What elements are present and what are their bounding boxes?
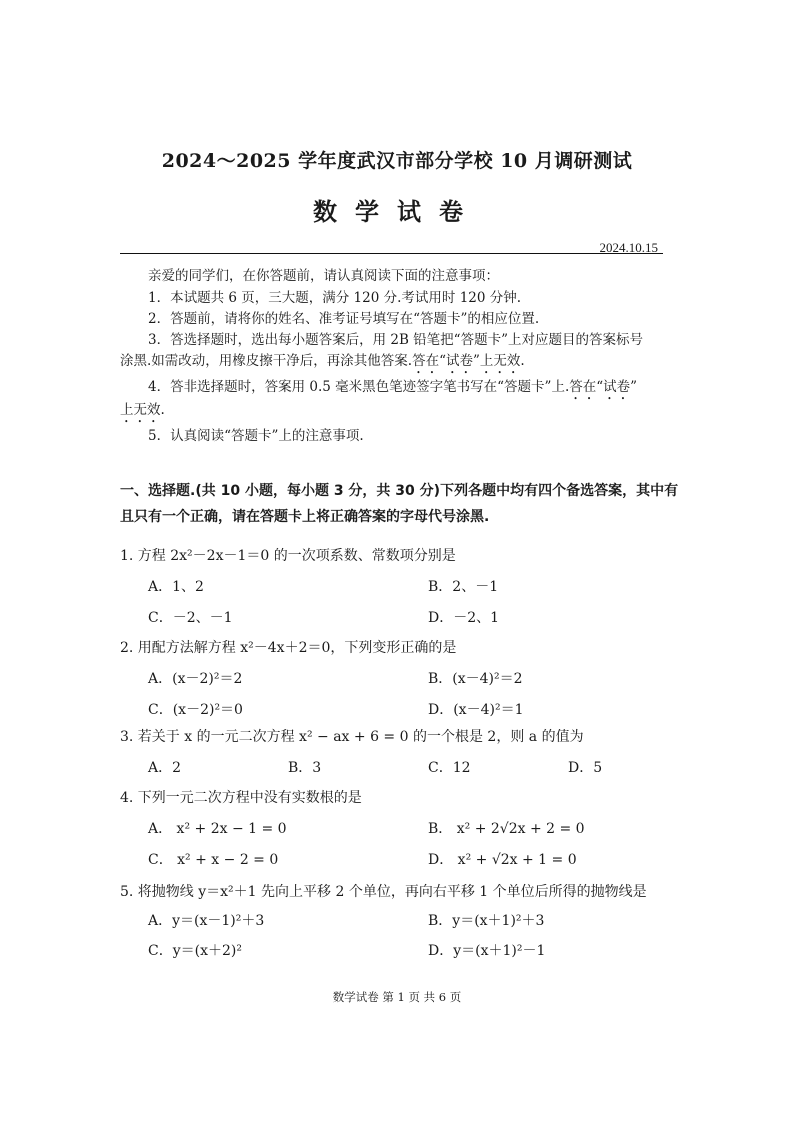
notice-item-4-text: 4．答非选择题时，答案用 0.5 毫米黑色笔迹签字笔书写在“答题卡”上. xyxy=(148,379,570,395)
notice-intro: 亲爱的同学们，在你答题前，请认真阅读下面的注意事项： xyxy=(148,268,499,284)
question-2-option-b: B．(x－4)²＝2 xyxy=(428,671,523,687)
notice-item-3-line1: 3．答选择题时，选出每小题答案后，用 2B 铅笔把“答题卡”上对应题目的答案标号 xyxy=(148,332,643,348)
notice-item-3-text: 涂黑.如需改动，用橡皮擦干净后，再涂其他答案. xyxy=(120,353,413,369)
notice-item-4-line1 xyxy=(148,377,637,403)
question-1-option-c: C．－2、－1 xyxy=(148,610,233,626)
question-5-option-b: B．y＝(x＋1)²＋3 xyxy=(428,913,545,929)
question-4-stem: 4. 下列一元二次方程中没有实数根的是 xyxy=(120,790,362,806)
question-1-option-b: B．2、－1 xyxy=(428,579,499,595)
question-1-stem: 1. 方程 2x²－2x－1＝0 的一次项系数、常数项分别是 xyxy=(120,548,456,564)
question-4-option-a: A． x² + 2x − 1 = 0 xyxy=(148,821,287,837)
question-1-option-a: A．1、2 xyxy=(148,579,204,595)
section-1-heading-line1: 一、选择题.(共 10 小题，每小题 3 分，共 30 分)下列各题中均有四个备选答案，其中有 xyxy=(120,483,679,499)
question-4-option-c: C． x² + x − 2 = 0 xyxy=(148,852,279,868)
question-1-option-d: D．－2、1 xyxy=(428,610,500,626)
question-2-option-d: D．(x－4)²＝1 xyxy=(428,702,524,718)
exam-subtitle: 数学试卷 xyxy=(313,197,481,226)
notice-item-5: 5．认真阅读“答题卡”上的注意事项. xyxy=(148,428,364,444)
question-3-stem: 3. 若关于 x 的一元二次方程 x² − ax + 6 = 0 的一个根是 2，则 a 的值为 xyxy=(120,729,584,745)
question-3-option-d: D．5 xyxy=(568,760,603,776)
notice-item-3-line2 xyxy=(120,351,525,377)
notice-item-2: 2．答题前，请将你的姓名、准考证号填写在“答题卡”的相应位置. xyxy=(148,311,540,327)
question-3-option-b: B．3 xyxy=(288,760,322,776)
notice-item-4-emphasis: 答在“试卷” xyxy=(569,379,638,395)
notice-item-4-end: . xyxy=(160,402,165,418)
question-2-stem: 2. 用配方法解方程 x²－4x＋2＝0，下列变形正确的是 xyxy=(120,640,457,656)
question-4-option-d: D． x² + √2x + 1 = 0 xyxy=(428,852,577,868)
notice-item-4-emphasis-2: 上无效 xyxy=(120,402,161,418)
page-footer: 数学试卷 第 1 页 共 6 页 xyxy=(332,990,462,1004)
exam-date: 2024.10.15 xyxy=(599,240,658,255)
question-5-stem: 5. 将抛物线 y＝x²＋1 先向上平移 2 个单位，再向右平移 1 个单位后所得的抛物线是 xyxy=(120,884,647,900)
question-3-option-c: C．12 xyxy=(428,760,471,776)
question-2-option-a: A．(x－2)²＝2 xyxy=(148,671,243,687)
question-4-option-b: B． x² + 2√2x + 2 = 0 xyxy=(428,821,585,837)
notice-item-1: 1．本试题共 6 页，三大题，满分 120 分.考试用时 120 分钟. xyxy=(148,290,522,306)
question-3-option-a: A．2 xyxy=(148,760,182,776)
question-2-option-c: C．(x－2)²＝0 xyxy=(148,702,243,718)
question-5-option-c: C．y＝(x＋2)² xyxy=(148,943,242,959)
section-1-heading-line2: 且只有一个正确，请在答题卡上将正确答案的字母代号涂黑. xyxy=(120,509,490,525)
notice-item-4-line2 xyxy=(120,400,165,426)
question-5-option-d: D．y＝(x＋1)²－1 xyxy=(428,943,546,959)
question-5-option-a: A．y＝(x－1)²＋3 xyxy=(148,913,265,929)
notice-item-3-emphasis: 答在“试卷”上无效 xyxy=(412,353,521,369)
notice-item-3-end: . xyxy=(520,353,525,369)
header-rule xyxy=(120,253,663,254)
exam-title: 2024～2025 学年度武汉市部分学校 10 月调研测试 xyxy=(161,150,633,172)
